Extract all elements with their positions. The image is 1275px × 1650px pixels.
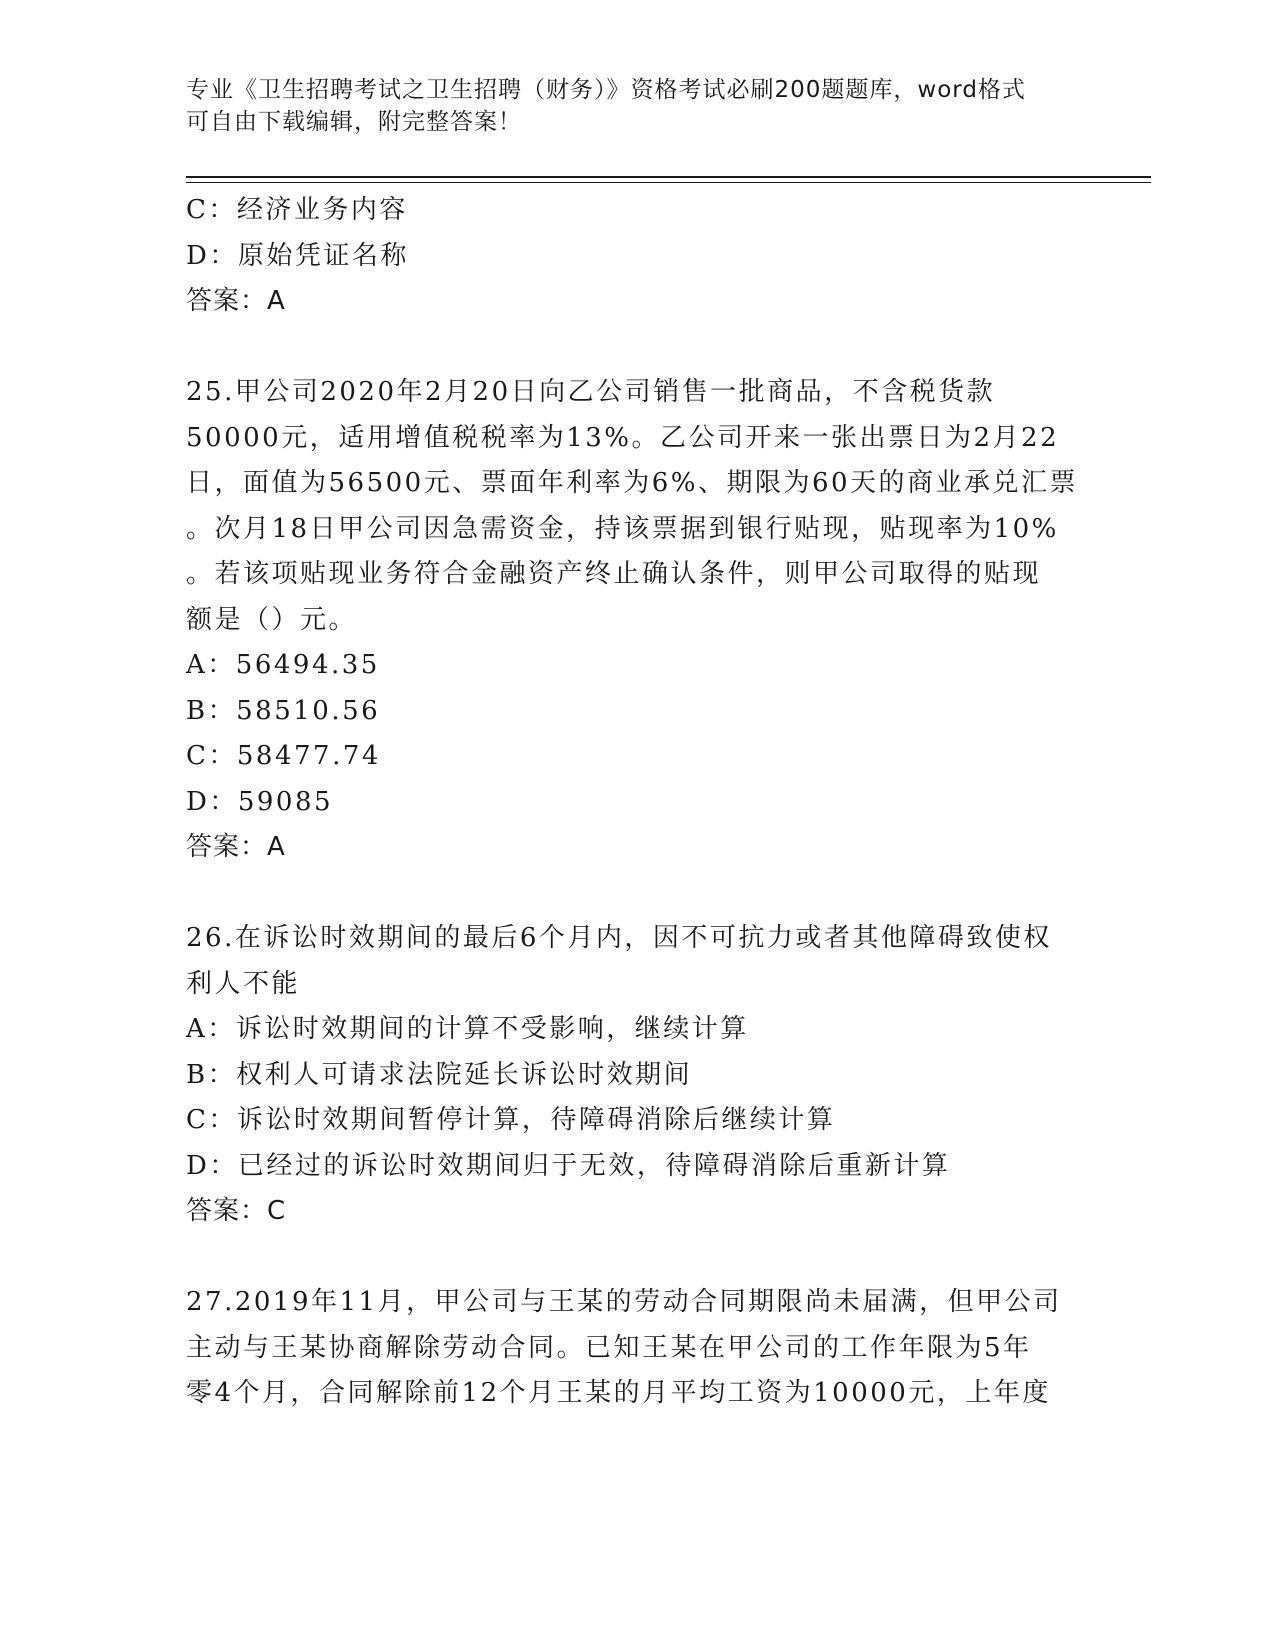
spacer	[186, 1235, 1086, 1281]
question-25	[186, 370, 1086, 871]
option-b: B：权利人可请求法院延长诉讼时效期间	[186, 1059, 693, 1090]
answer-line: 答案：C	[186, 1196, 287, 1226]
option-d: D：原始凭证名称	[186, 240, 409, 271]
spacer	[186, 871, 1086, 917]
option-d: D：59085	[186, 786, 334, 817]
document-header	[186, 74, 1066, 138]
question-stem-line: 。次月18日甲公司因急需资金，持该票据到银行贴现，贴现率为10%	[186, 513, 1059, 544]
question-stem-line: 主动与王某协商解除劳动合同。已知王某在甲公司的工作年限为5年	[186, 1332, 1032, 1363]
option-d: D：已经过的诉讼时效期间归于无效，待障碍消除后重新计算	[186, 1150, 951, 1181]
prev-question-block	[186, 188, 1086, 325]
question-stem-line: 利人不能	[186, 968, 301, 999]
document-body	[186, 188, 1086, 1417]
answer-line: 答案：A	[186, 286, 286, 316]
header-line-1: 专业《卫生招聘考试之卫生招聘（财务）》资格考试必刷200题题库，word格式	[186, 77, 1026, 103]
option-b: B：58510.56	[186, 695, 381, 726]
answer-line: 答案：A	[186, 832, 286, 862]
question-27	[186, 1280, 1086, 1417]
question-stem-line: 50000元，适用增值税税率为13%。乙公司开来一张出票日为2月22	[186, 422, 1060, 453]
spacer	[186, 325, 1086, 371]
question-stem-line: 额是（）元。	[186, 604, 358, 635]
question-stem-line: 26.在诉讼时效期间的最后6个月内，因不可抗力或者其他障碍致使权	[186, 923, 1052, 953]
question-stem-line: 27.2019年11月，甲公司与王某的劳动合同期限尚未届满，但甲公司	[186, 1287, 1062, 1317]
question-stem-line: 。若该项贴现业务符合金融资产终止确认条件，则甲公司取得的贴现	[186, 559, 1042, 589]
option-c: C：诉讼时效期间暂停计算，待障碍消除后继续计算	[186, 1105, 836, 1135]
option-c: C：经济业务内容	[186, 195, 408, 225]
header-line-2: 可自由下载编辑，附完整答案！	[186, 109, 522, 135]
question-stem-line: 零4个月，合同解除前12个月王某的月平均工资为10000元，上年度	[186, 1378, 1051, 1408]
option-a: A：诉讼时效期间的计算不受影响，继续计算	[186, 1014, 749, 1044]
question-26	[186, 916, 1086, 1235]
question-stem-line: 日，面值为56500元、票面年利率为6%、期限为60天的商业承兑汇票	[186, 468, 1079, 498]
header-rule-thin	[186, 182, 1151, 183]
question-stem-line: 25.甲公司2020年2月20日向乙公司销售一批商品，不含税货款	[186, 377, 996, 407]
header-rule-thick	[186, 176, 1151, 178]
option-a: A：56494.35	[186, 650, 380, 680]
option-c: C：58477.74	[186, 741, 381, 771]
